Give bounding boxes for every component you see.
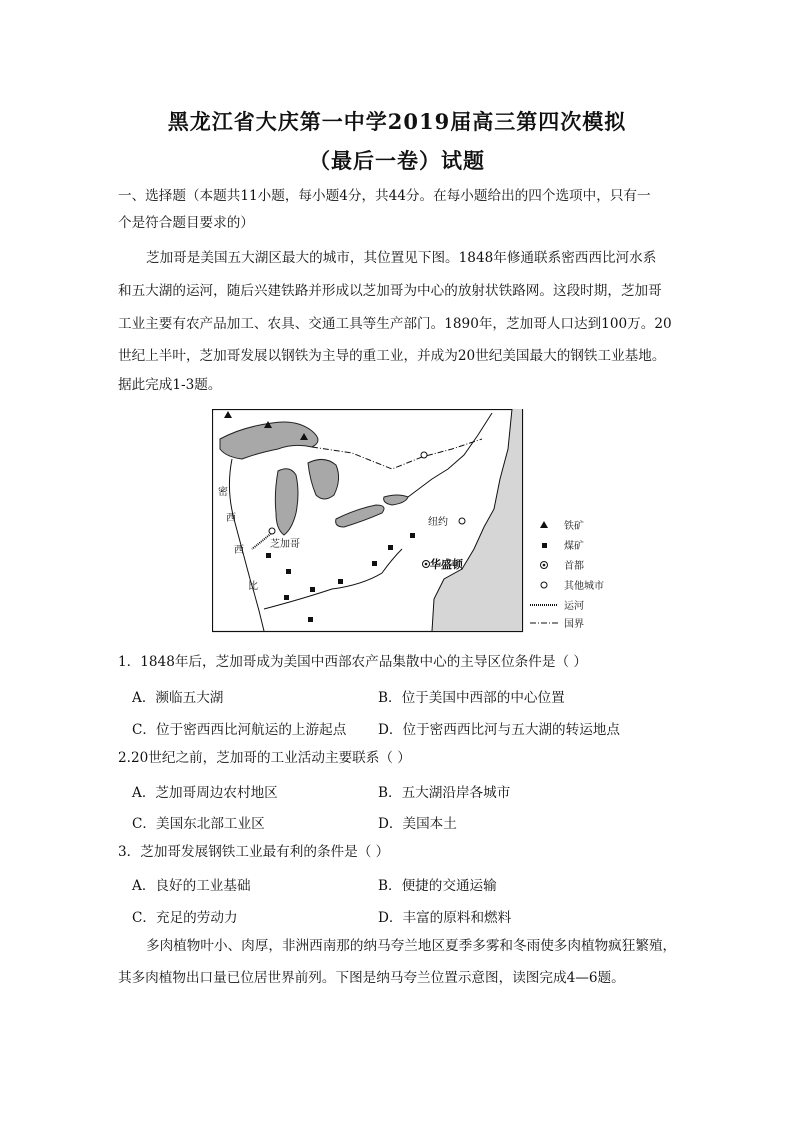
map-label-chicago: 芝加哥 (270, 539, 300, 550)
capital-marker-dot (425, 563, 428, 566)
map-label-newyork: 纽约 (428, 517, 448, 528)
coal-marker (410, 533, 415, 538)
passage1-line: 工业主要有农产品加工、农具、交通工具等生产部门。1890年，芝加哥人口达到100万。20 (118, 316, 672, 332)
legend-iron-label: 铁矿 (564, 521, 584, 532)
passage1-line: 和五大湖的运河，随后兴建铁路并形成以芝加哥为中心的放射状铁路网。这段时期，芝加哥 (118, 283, 662, 299)
map-label-mississippi: 西 (234, 545, 244, 556)
question-2-option-a[interactable]: A．芝加哥周边农村地区 (132, 785, 278, 801)
map-label-mississippi: 密 (218, 487, 228, 498)
chicago-map-svg (212, 409, 612, 633)
map-label-mississippi: 比 (248, 581, 258, 592)
question-2-stem: 2.20世纪之前，芝加哥的工业活动主要联系（ ） (118, 750, 411, 766)
city-marker (421, 452, 427, 458)
exam-title-line2: （最后一卷）试题 (309, 148, 485, 173)
legend-border-label: 国界 (564, 619, 584, 630)
passage1-line: 世纪上半叶，芝加哥发展以钢铁为主导的重工业，并成为20世纪美国最大的钢铁工业基地。 (118, 348, 666, 364)
passage1-line: 芝加哥是美国五大湖区最大的城市，其位置见下图。1848年修通联系密西西比河水系 (146, 250, 657, 266)
map-label-washington: 华盛顿 (430, 558, 463, 571)
passage2-line: 多肉植物叶小、肉厚，非洲西南那的纳马夸兰地区夏季多雾和冬雨使多肉植物疯狂繁殖， (146, 938, 677, 954)
question-1-stem: 1．1848年后，芝加哥成为美国中西部农产品集散中心的主导区位条件是（ ） (118, 654, 587, 670)
map-label-mississippi: 西 (226, 513, 236, 524)
question-1-option-a[interactable]: A．濒临五大湖 (132, 690, 224, 706)
legend-capital-icon-dot (543, 564, 546, 567)
question-3-option-d[interactable]: D．丰富的原料和燃料 (378, 910, 512, 926)
question-1-option-b[interactable]: B．位于美国中西部的中心位置 (378, 690, 565, 706)
question-3-stem: 3．芝加哥发展钢铁工业最有利的条件是（ ） (118, 844, 390, 860)
legend-city-icon (541, 582, 547, 588)
chicago-map-figure (212, 409, 612, 633)
question-2-option-c[interactable]: C．美国东北部工业区 (132, 816, 265, 832)
section-instruction-line2: 个是符合题目要求的） (118, 215, 254, 231)
question-2-option-b[interactable]: B．五大湖沿岸各城市 (378, 785, 511, 801)
coal-marker (308, 617, 313, 622)
question-3-option-c[interactable]: C．充足的劳动力 (132, 910, 238, 926)
exam-title-line1: 黑龙江省大庆第一中学2019届高三第四次模拟 (167, 109, 627, 134)
legend-capital-label: 首都 (564, 561, 584, 572)
coal-marker (266, 553, 271, 558)
question-3-option-a[interactable]: A．良好的工业基础 (132, 878, 251, 894)
coal-marker (372, 561, 377, 566)
legend-city-label: 其他城市 (564, 581, 604, 592)
section-instruction-line1: 一、选择题（本题共11小题，每小题4分，共44分。在每小题给出的四个选项中，只有一 (118, 188, 651, 204)
passage1-line: 据此完成1-3题。 (118, 377, 222, 393)
legend-canal-label: 运河 (564, 601, 584, 612)
chicago-city-marker (269, 528, 275, 534)
coal-marker (286, 569, 291, 574)
question-1-option-c[interactable]: C．位于密西西比河航运的上游起点 (132, 722, 347, 738)
coal-marker (388, 545, 393, 550)
passage2-line: 其多肉植物出口量已位居世界前列。下图是纳马夸兰位置示意图，读图完成4—6题。 (118, 970, 625, 986)
coal-marker (284, 595, 289, 600)
question-1-option-d[interactable]: D．位于密西西比河与五大湖的转运地点 (378, 722, 620, 738)
newyork-city-marker (459, 518, 465, 524)
legend-coal-icon (542, 543, 547, 548)
coal-marker (338, 579, 343, 584)
legend-coal-label: 煤矿 (564, 541, 584, 552)
question-2-option-d[interactable]: D．美国本土 (378, 816, 457, 832)
question-3-option-b[interactable]: B．便捷的交通运输 (378, 878, 497, 894)
coal-marker (310, 587, 315, 592)
legend-iron-icon (540, 521, 548, 528)
